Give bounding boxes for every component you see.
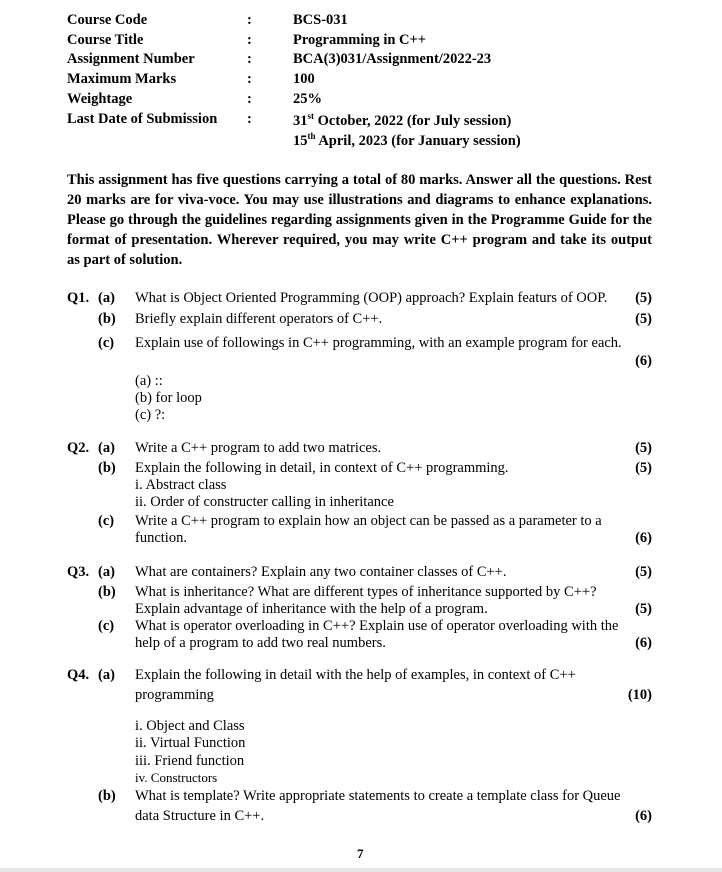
question-number: Q2. (67, 440, 90, 456)
list-item: (a) :: (135, 373, 163, 389)
course-title-label: Course Title (67, 32, 144, 48)
list-item: i. Object and Class (135, 718, 245, 734)
separator: : (247, 51, 252, 67)
question-text: data Structure in C++. (135, 808, 265, 824)
separator: : (247, 71, 252, 87)
marks: (5) (635, 564, 652, 580)
question-text: Write a C++ program to explain how an object can be passed as a parameter to a (135, 513, 602, 529)
part-label: (a) (98, 290, 115, 306)
marks: (6) (635, 635, 652, 651)
marks: (6) (635, 353, 652, 369)
part-label: (a) (98, 440, 115, 456)
question-number: Q4. (67, 667, 90, 683)
part-label: (c) (98, 335, 115, 351)
question-text: Explain advantage of inheritance with the help of a program. (135, 601, 488, 617)
question-text: What is operator overloading in C++? Explain use of operator overloading with the (135, 618, 619, 634)
part-label: (b) (98, 788, 116, 804)
marks: (5) (635, 601, 652, 617)
instructions-paragraph: This assignment has five questions carrying a total of 80 marks. Answer all the questions. Rest 20 marks are for viva-voce. You may use illustrations and diagrams to enhance explanations. Please go through the guidelines regarding assignments given in the Programme Guide for the format of presentation. Wherever required, you may write C++ program and take its output as part of solution. (67, 172, 652, 268)
question-text: function. (135, 530, 187, 546)
part-label: (b) (98, 584, 116, 600)
course-title-value: Programming in C++ (293, 32, 427, 48)
question-text: What are containers? Explain any two container classes of C++. (135, 564, 507, 580)
list-item: ii. Virtual Function (135, 735, 246, 751)
question-text: Write a C++ program to add two matrices. (135, 440, 382, 456)
question-text: Briefly explain different operators of C++. (135, 311, 383, 327)
list-item: iii. Friend function (135, 753, 245, 769)
page-edge (0, 868, 722, 872)
maximum-marks-label: Maximum Marks (67, 71, 177, 87)
maximum-marks-value: 100 (293, 71, 315, 87)
list-item: ii. Order of constructer calling in inheritance (135, 494, 394, 510)
question-text: What is inheritance? What are different types of inheritance supported by C++? (135, 584, 597, 600)
course-code-value: BCS-031 (293, 12, 348, 28)
last-date-label: Last Date of Submission (67, 111, 218, 127)
page-number: 7 (357, 846, 364, 861)
last-date-july: 31st October, 2022 (for July session) (293, 111, 512, 129)
last-date-january: 15th April, 2023 (for January session) (293, 131, 521, 149)
question-text: Explain use of followings in C++ programming, with an example program for each. (135, 335, 622, 351)
part-label: (b) (98, 311, 116, 327)
list-item: i. Abstract class (135, 477, 227, 493)
list-item: iv. Constructors (135, 770, 218, 785)
part-label: (a) (98, 667, 115, 683)
question-text: help of a program to add two real numbers. (135, 635, 386, 651)
marks: (10) (627, 687, 652, 703)
marks: (5) (635, 440, 652, 456)
separator: : (247, 12, 252, 28)
assignment-number-label: Assignment Number (67, 51, 195, 67)
separator: : (247, 32, 252, 48)
course-code-label: Course Code (67, 12, 148, 28)
list-item: (b) for loop (135, 390, 202, 406)
separator: : (247, 91, 252, 107)
question-text: Explain the following in detail, in context of C++ programming. (135, 460, 509, 476)
part-label: (a) (98, 564, 115, 580)
weightage-label: Weightage (67, 91, 133, 107)
assignment-number-value: BCA(3)031/Assignment/2022-23 (293, 51, 492, 67)
part-label: (c) (98, 618, 115, 634)
question-text: What is Object Oriented Programming (OOP) approach? Explain featurs of OOP. (135, 290, 608, 306)
marks: (5) (635, 460, 652, 476)
question-text: What is template? Write appropriate statements to create a template class for Queue (135, 788, 621, 804)
separator: : (247, 111, 252, 127)
marks: (6) (635, 530, 652, 546)
marks: (5) (635, 311, 652, 327)
part-label: (b) (98, 460, 116, 476)
question-text: Explain the following in detail with the help of examples, in context of C++ (135, 667, 576, 683)
marks: (6) (635, 808, 652, 824)
question-number: Q1. (67, 290, 90, 306)
question-text: programming (135, 687, 214, 703)
question-number: Q3. (67, 564, 90, 580)
weightage-value: 25% (293, 91, 322, 107)
part-label: (c) (98, 513, 115, 529)
list-item: (c) ?: (135, 407, 166, 423)
marks: (5) (635, 290, 652, 306)
